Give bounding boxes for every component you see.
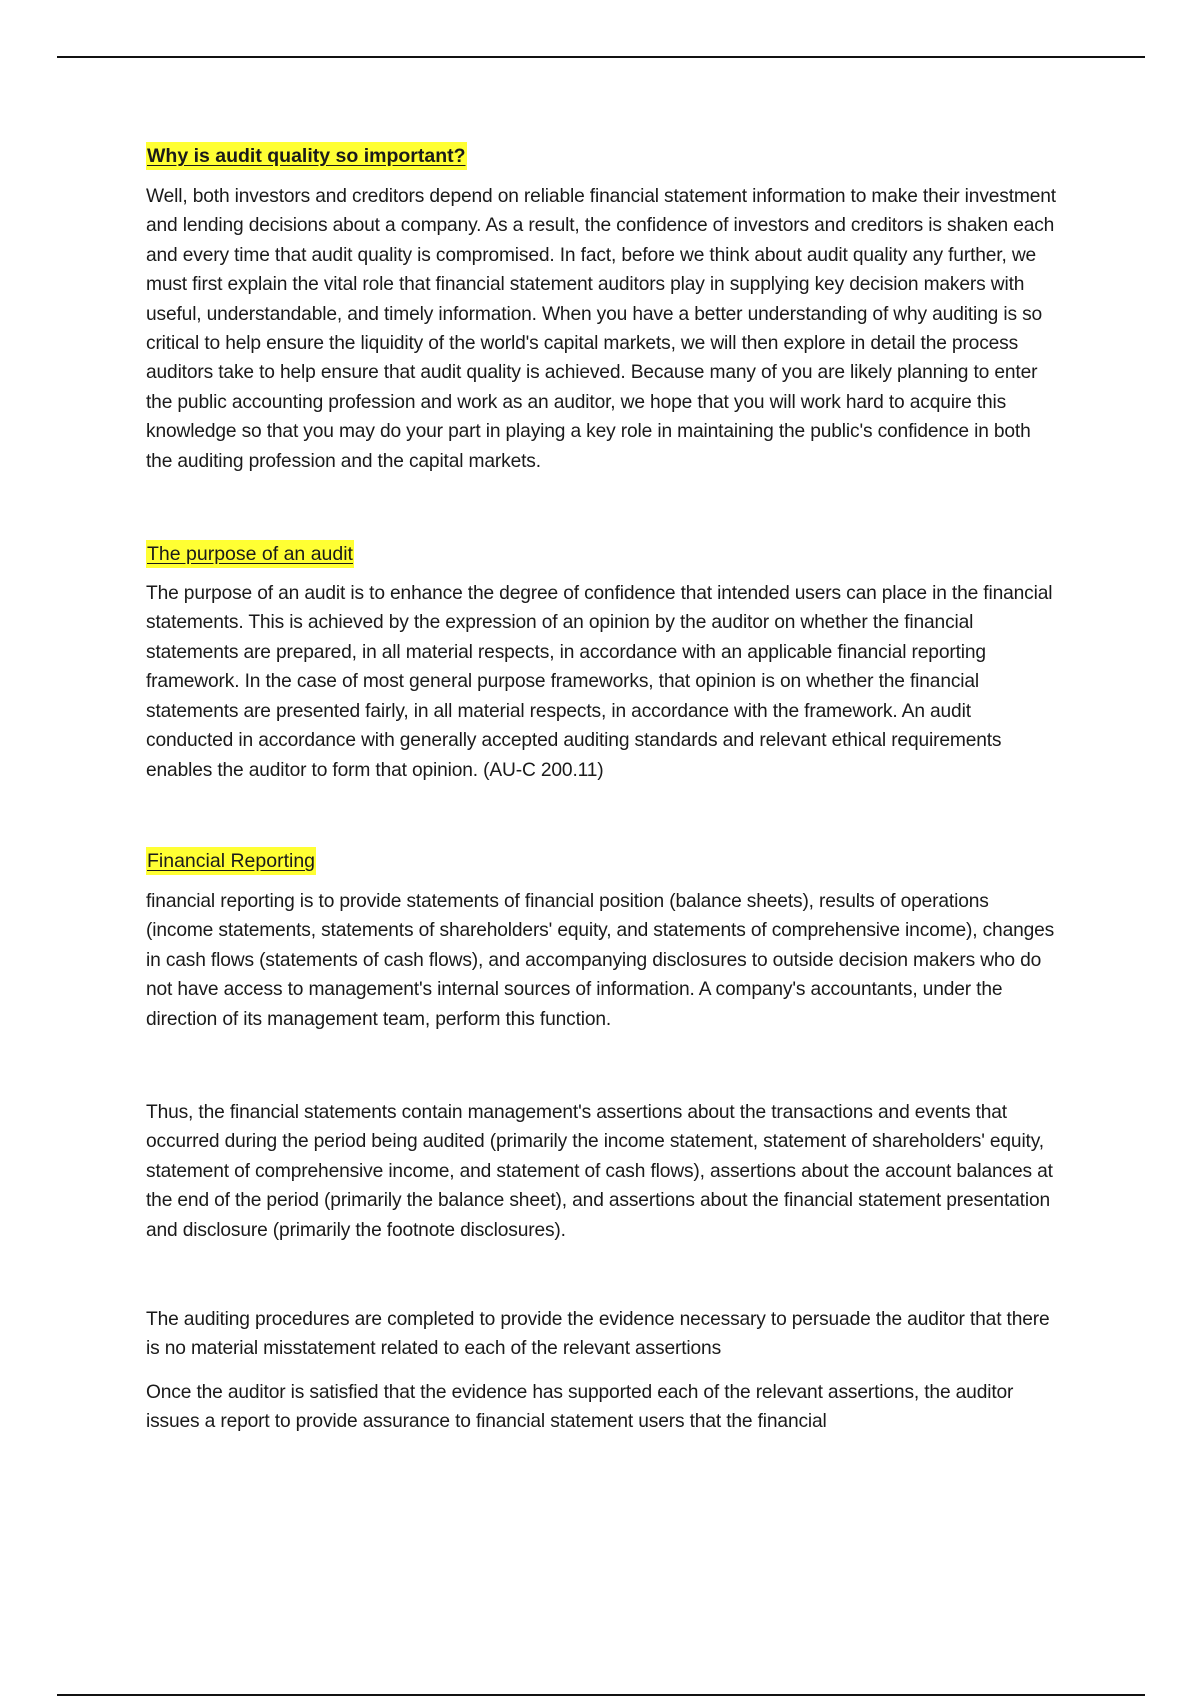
document-body bbox=[146, 142, 1056, 1437]
section-heading-financial-reporting: Financial Reporting bbox=[146, 847, 316, 875]
section-heading-purpose-of-audit: The purpose of an audit bbox=[146, 540, 354, 568]
paragraph-auditing-procedures: The auditing procedures are completed to provide the evidence necessary to persuade the auditor that there is no material misstatement related to each of the relevant assertions bbox=[146, 1308, 1050, 1360]
section-heading-audit-quality: Why is audit quality so important? bbox=[146, 142, 467, 170]
paragraph-purpose-of-audit: The purpose of an audit is to enhance the degree of confidence that intended users can place in the financial statements. This is achieved by the expression of an opinion by the auditor on whether the financial statements are prepared, in all material respects, in accordance with an applicable financial reporting framework. In the case of most general purpose frameworks, that opinion is on whether the financial statements are presented fairly, in all material respects, in accordance with the framework. An audit conducted in accordance with generally accepted auditing standards and relevant ethical requirements enables the auditor to form that opinion. (AU-C 200.11) bbox=[146, 583, 1053, 781]
paragraph-audit-quality: Well, both investors and creditors depend on reliable financial statement information to make their investment and lending decisions about a company. As a result, the confidence of investors and creditors is shaken each and every time that audit quality is compromised. In fact, before we think about audit quality any further, we must first explain the vital role that financial statement auditors play in supplying key decision makers with useful, understandable, and timely information. When you have a better understanding of why auditing is so critical to help ensure the liquidity of the world's capital markets, we will then explore in detail the process auditors take to help ensure that audit quality is achieved. Because many of you are likely planning to enter the public accounting profession and work as an auditor, we hope that you will work hard to acquire this knowledge so that you may do your part in playing a key role in maintaining the public's confidence in both the auditing profession and the capital markets. bbox=[146, 186, 1056, 472]
paragraph-management-assertions: Thus, the financial statements contain management's assertions about the transactions and events that occurred during the period being audited (primarily the income statement, statement of shareholders' equity, statement of comprehensive income, and statement of cash flows), assertions about the account balances at the end of the period (primarily the balance sheet), and assertions about the financial statement presentation and disclosure (primarily the footnote disclosures). bbox=[146, 1101, 1053, 1241]
footer-rule bbox=[57, 1694, 1145, 1696]
paragraph-financial-reporting: financial reporting is to provide statements of financial position (balance sheets), results of operations (income statements, statements of shareholders' equity, and statements of comprehensive income), changes in cash flows (statements of cash flows), and accompanying disclosures to outside decision makers who do not have access to management's internal sources of information. A company's accountants, under the direction of its management team, perform this function. bbox=[146, 890, 1055, 1030]
header-rule bbox=[57, 56, 1145, 58]
paragraph-auditor-report: Once the auditor is satisfied that the evidence has supported each of the relevant assertions, the auditor issues a report to provide assurance to financial statement users that the financial bbox=[146, 1381, 1014, 1433]
